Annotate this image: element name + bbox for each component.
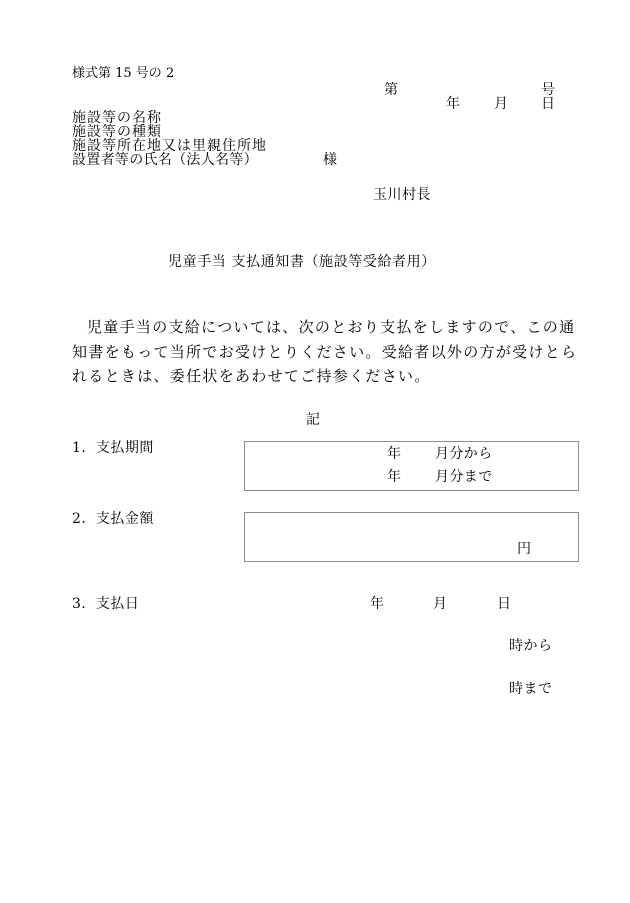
doc-date-day: 日: [541, 96, 555, 112]
payment-period-label: 1．支払期間: [72, 440, 154, 456]
payment-amount-label: 2．支払金額: [72, 511, 154, 527]
payment-amount-box: [244, 512, 579, 562]
payment-time-to: 時まで: [509, 681, 553, 697]
ki-marker: 記: [306, 412, 320, 428]
document-title: 児童手当 支払通知書（施設等受給者用）: [168, 254, 436, 270]
period-to-year: 年: [387, 469, 401, 485]
payment-date-day: 日: [497, 596, 511, 612]
form-number: 様式第 15 号の 2: [72, 66, 175, 81]
facility-type-label: 施設等の種類: [72, 124, 162, 140]
issuer-mayor: 玉川村長: [373, 187, 431, 203]
facility-address-label: 施設等所在地又は里親住所地: [72, 138, 267, 154]
payment-time-from: 時から: [509, 638, 553, 654]
payment-date-year: 年: [370, 596, 384, 612]
doc-number-prefix: 第: [384, 82, 398, 98]
period-to-month: 月分まで: [435, 469, 493, 485]
doc-date-month: 月: [494, 96, 508, 112]
doc-number-suffix: 号: [541, 82, 555, 98]
amount-unit-yen: 円: [517, 541, 531, 557]
doc-date-year: 年: [446, 96, 460, 112]
honorific-sama: 様: [323, 152, 338, 168]
operator-name-label: 設置者等の氏名（法人名等）: [72, 152, 258, 168]
payment-date-label: 3．支払日: [72, 596, 140, 612]
facility-name-label: 施設等の名称: [72, 110, 162, 126]
period-from-year: 年: [387, 446, 401, 462]
period-from-month: 月分から: [435, 446, 493, 462]
body-line: 知書をもって当所でお受けとりください。受給者以外の方が受けとら: [72, 343, 578, 361]
payment-period-box: [244, 441, 579, 491]
body-line: 児童手当の支給については、次のとおり支払をしますので、この通: [87, 318, 576, 336]
body-line: れるときは、委任状をあわせてご持参ください。: [72, 367, 431, 385]
payment-date-month: 月: [433, 596, 447, 612]
